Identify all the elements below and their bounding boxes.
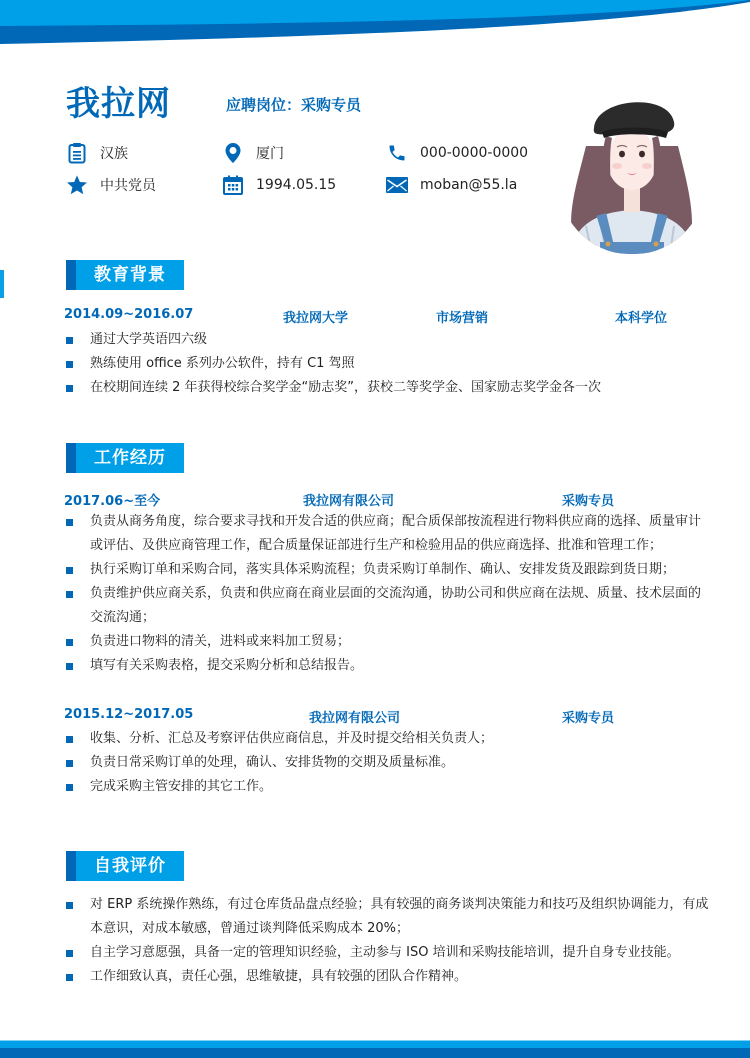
applied-position: 应聘岗位：采购专员 [226, 96, 362, 114]
work-role: 采购专员 [562, 494, 615, 509]
section-title-self-eval: 自我评价 [66, 851, 184, 881]
list-item: 负责进口物料的清关，进料或来料加工贸易； [64, 630, 709, 654]
work-role: 采购专员 [562, 711, 615, 726]
list-item: 执行采购订单和采购合同，落实具体采购流程；负责采购订单制作、确认、安排发货及跟踪到货日期； [64, 558, 709, 582]
education-period: 2014.09~2016.07 [64, 307, 194, 322]
bottom-band [0, 1040, 750, 1058]
email-value: moban@55.la [420, 177, 518, 193]
section-title-education: 教育背景 [66, 260, 184, 290]
info-ethnicity [66, 142, 128, 164]
list-item: 在校期间连续 2 年获得校综合奖学金“励志奖”，获校二等奖学金、国家励志奖学金各一次 [64, 376, 709, 400]
work-period: 2015.12~2017.05 [64, 707, 194, 722]
list-item: 负责从商务角度，综合要求寻找和开发合适的供应商；配合质保部按流程进行物料供应商的选择、质量审计或评估、及供应商管理工作，配合质量保证部进行生产和检验用品的供应商选择、批准和管理工作； [64, 510, 709, 558]
work-entry-header [64, 490, 704, 508]
calendar-icon [222, 174, 244, 196]
candidate-name: 我拉网 [66, 84, 171, 124]
phone-icon [386, 142, 408, 164]
education-items [64, 328, 709, 400]
list-item: 填写有关采购表格，提交采购分析和总结报告。 [64, 654, 709, 678]
list-item: 完成采购主管安排的其它工作。 [64, 775, 709, 799]
work-period: 2017.06~至今 [64, 494, 161, 509]
info-location [222, 142, 284, 164]
info-email [386, 174, 517, 196]
top-wave-banner [0, 0, 750, 48]
birthday-value: 1994.05.15 [256, 177, 337, 193]
avatar-illustration [556, 86, 708, 254]
clipboard-icon [66, 142, 88, 164]
list-item: 工作细致认真，责任心强，思维敏捷，具有较强的团队合作精神。 [64, 965, 709, 989]
info-phone [386, 142, 528, 164]
education-entry-header [64, 307, 704, 325]
list-item: 负责日常采购订单的处理，确认、安排货物的交期及质量标准。 [64, 751, 709, 775]
location-pin-icon [222, 142, 244, 164]
phone-value: 000-0000-0000 [420, 145, 529, 161]
left-edge-marker [0, 270, 4, 298]
work-company: 我拉网有限公司 [303, 494, 395, 509]
list-item: 对 ERP 系统操作熟练，有过仓库货品盘点经验；具有较强的商务谈判决策能力和技巧及组织协调能力，有成本意识，对成本敏感，曾通过谈判降低采购成本 20%； [64, 893, 709, 941]
mail-icon [386, 174, 408, 196]
section-title-work: 工作经历 [66, 443, 184, 473]
education-major: 市场营销 [436, 311, 489, 326]
work-items [64, 727, 709, 799]
politics-value: 中共党员 [100, 178, 156, 194]
list-item: 通过大学英语四六级 [64, 328, 709, 352]
education-school: 我拉网大学 [283, 311, 349, 326]
work-entry-header [64, 707, 704, 725]
list-item: 自主学习意愿强，具备一定的管理知识经验，主动参与 ISO 培训和采购技能培训，提升自身专业技能。 [64, 941, 709, 965]
info-birthday [222, 174, 336, 196]
work-company: 我拉网有限公司 [309, 711, 401, 726]
ethnicity-value: 汉族 [100, 146, 128, 162]
work-items [64, 510, 709, 678]
info-politics [66, 174, 156, 196]
location-value: 厦门 [256, 146, 284, 162]
bottom-band-dark [0, 1048, 750, 1058]
list-item: 熟练使用 office 系列办公软件，持有 C1 驾照 [64, 352, 709, 376]
list-item: 收集、分析、汇总及考察评估供应商信息，并及时提交给相关负责人； [64, 727, 709, 751]
list-item: 负责维护供应商关系，负责和供应商在商业层面的交流沟通，协助公司和供应商在法规、质量、技术层面的交流沟通； [64, 582, 709, 630]
star-icon [66, 174, 88, 196]
education-degree: 本科学位 [615, 311, 668, 326]
self-eval-items [64, 893, 709, 989]
bottom-band-light [0, 1040, 750, 1048]
